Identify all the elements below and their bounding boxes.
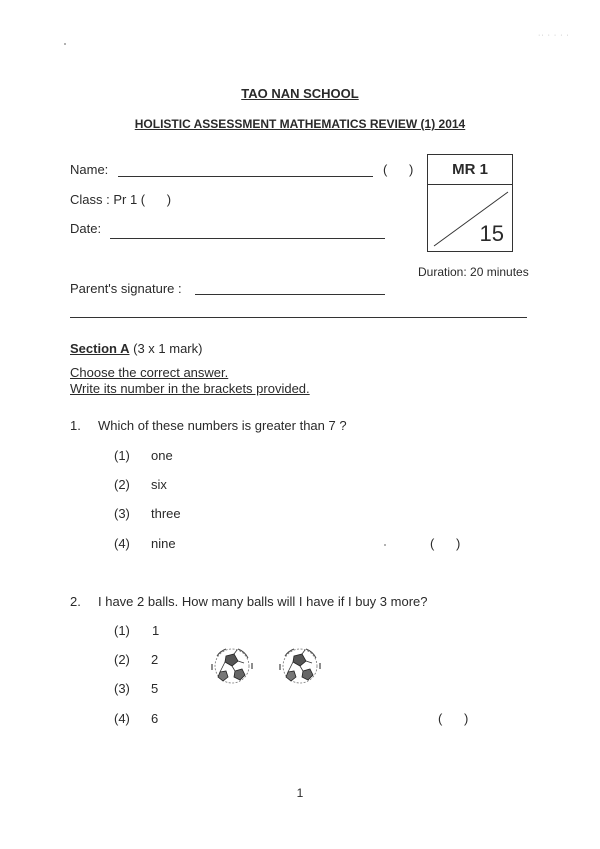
name-label: Name: bbox=[70, 162, 109, 177]
section-marks: (3 x 1 mark) bbox=[133, 341, 203, 356]
answer-brackets[interactable]: ( ) bbox=[430, 536, 461, 551]
football-illustrations bbox=[200, 638, 335, 694]
scan-marks: ·· · · · · bbox=[538, 32, 570, 39]
scan-speck bbox=[384, 544, 386, 546]
paper-code: MR 1 bbox=[428, 155, 512, 185]
option-number: (3) bbox=[114, 506, 130, 521]
option-text: 5 bbox=[151, 681, 159, 696]
option-number: (2) bbox=[114, 652, 130, 667]
instruction-line-2: Write its number in the brackets provided. bbox=[70, 381, 310, 396]
question-text: I have 2 balls. How many balls will I have if I buy 3 more? bbox=[98, 594, 428, 609]
score-box bbox=[427, 154, 513, 252]
option-text: one bbox=[151, 448, 173, 463]
option-text: six bbox=[151, 477, 167, 492]
school-name: TAO NAN SCHOOL bbox=[241, 86, 359, 101]
paper-title: HOLISTIC ASSESSMENT MATHEMATICS REVIEW (1) 2014 bbox=[134, 117, 466, 131]
option-number: (2) bbox=[114, 477, 130, 492]
question-number: 1. bbox=[70, 418, 81, 433]
question-number: 2. bbox=[70, 594, 81, 609]
option-text: 2 bbox=[151, 652, 159, 667]
duration: Duration: 20 minutes bbox=[418, 265, 529, 279]
option-text: three bbox=[151, 506, 181, 521]
football-icon bbox=[280, 649, 320, 683]
date-label: Date: bbox=[70, 221, 102, 236]
header-divider bbox=[70, 317, 527, 318]
option-number: (3) bbox=[114, 681, 130, 696]
scan-speck bbox=[64, 43, 66, 45]
page-number: 1 bbox=[296, 786, 304, 800]
instruction-line-1: Choose the correct answer. bbox=[70, 365, 229, 380]
section-heading bbox=[70, 341, 202, 356]
option-number: (4) bbox=[114, 711, 130, 726]
option-number: (4) bbox=[114, 536, 130, 551]
total-marks: 15 bbox=[479, 221, 504, 246]
class-label: Class : Pr 1 ( ) bbox=[70, 192, 172, 207]
option-text: nine bbox=[151, 536, 176, 551]
section-title: Section A bbox=[70, 341, 130, 356]
date-field-line[interactable] bbox=[110, 238, 385, 239]
option-text: 6 bbox=[151, 711, 159, 726]
football-icon bbox=[212, 649, 252, 683]
answer-brackets[interactable]: ( ) bbox=[438, 711, 469, 726]
option-number: (1) bbox=[114, 623, 130, 638]
parent-signature-line[interactable] bbox=[195, 294, 385, 295]
parent-signature-label: Parent's signature : bbox=[70, 281, 182, 296]
option-number: (1) bbox=[114, 448, 130, 463]
register-number-brackets: ( ) bbox=[383, 162, 414, 177]
option-text: 1 bbox=[152, 623, 160, 638]
question-text: Which of these numbers is greater than 7 ? bbox=[98, 418, 347, 433]
name-field-line[interactable] bbox=[118, 176, 373, 177]
